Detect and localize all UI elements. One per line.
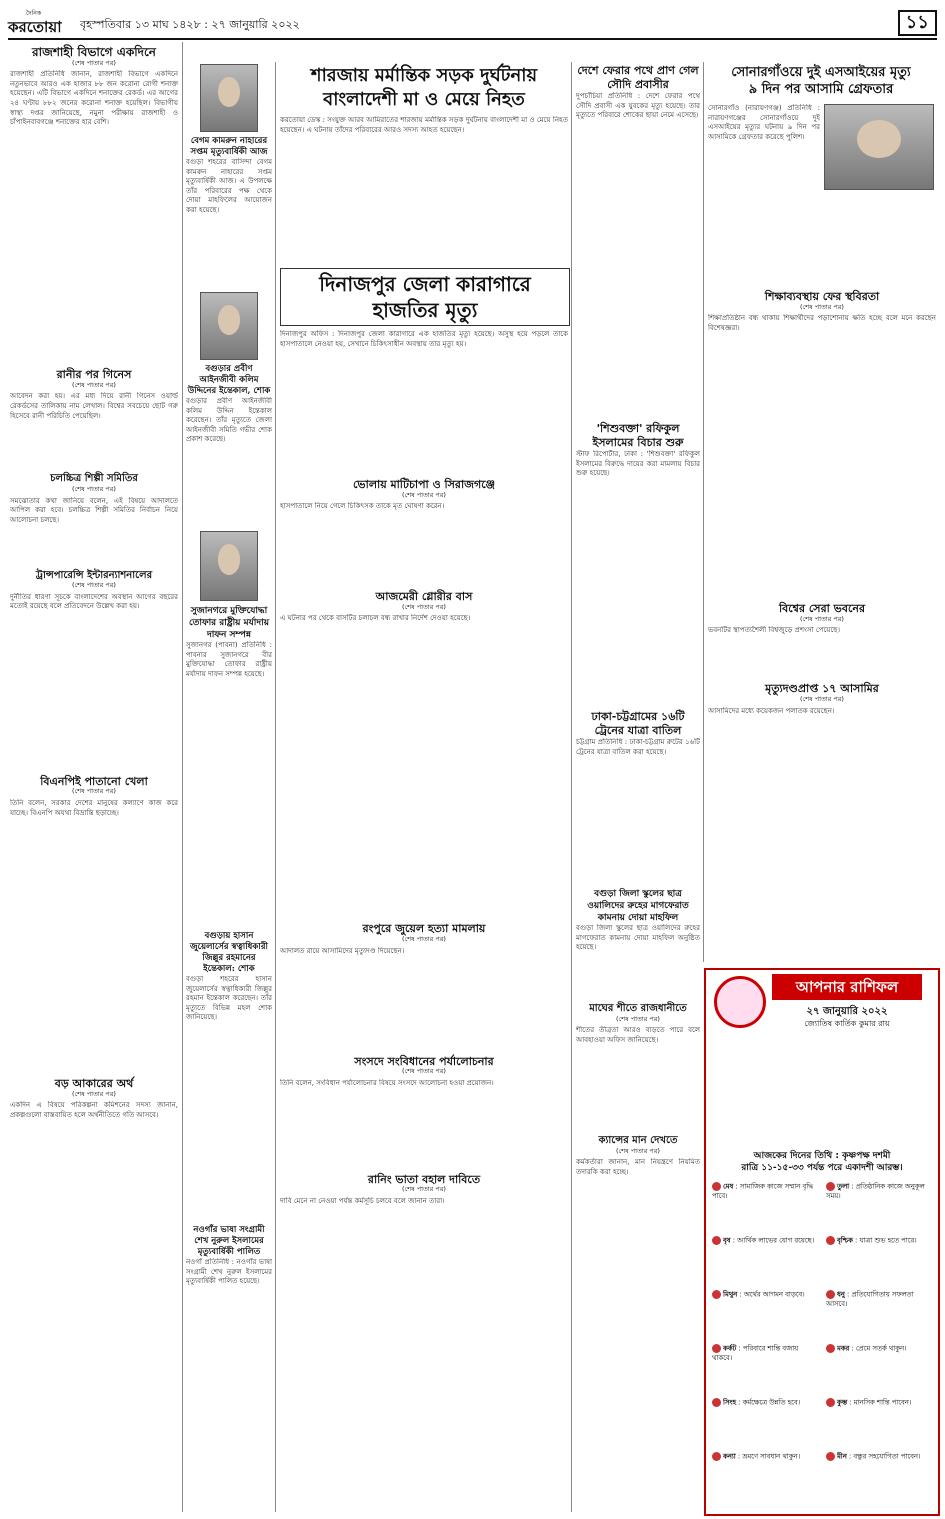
article-body: করতোয়া ডেস্ক : সংযুক্ত আরব আমিরাতের শারজায় মর্মান্তিক সড়ক দুর্ঘটনায় বাংলাদেশী মা ও মেয়ে নিহত হয়েছেন। এ ঘটনায় তাঁদের পরিবারের আরও সদস্য আহত হয়েছেন।: [280, 116, 568, 134]
headline: দেশে ফেরার পথে প্রাণ গেল সৌদি প্রবাসীর: [577, 64, 699, 91]
zodiac-sign-text: আর্থিক লাভের যোগ রয়েছে।: [737, 1236, 815, 1245]
zodiac-sign-item: বৃশ্চিক : যাত্রা শুভ হতে পারে।: [826, 1236, 934, 1246]
headline: সংসদে সংবিধানের পর্যালোচনার: [354, 1054, 494, 1068]
article-body: তিনি বলেন, সরকার দেশের মানুষের কল্যাণে কাজ করে যাচ্ছে। বিএনপি অযথা বিভ্রান্তি ছড়াচ্ছে।: [10, 798, 178, 817]
zodiac-sign-item: কুম্ভ : মানসিক শান্তি পাবেন।: [826, 1398, 934, 1408]
lead-headline-line-2: বাংলাদেশী মা ও মেয়ে নিহত: [323, 89, 525, 110]
zodiac-sign-item: কন্যা : ভ্রমণে সাবধান থাকুন।: [712, 1452, 820, 1462]
zodiac-sign-item: মিথুন : অর্থের আগমন বাড়বে।: [712, 1290, 820, 1300]
article-body: কর্মকর্তারা জানান, মান নিয়ন্ত্রণে নিয়মিত তদারকি করা হচ্ছে।: [576, 1158, 700, 1176]
article-body: আবেদন করা হয়। এর মধ্য দিয়ে রানী গিনেস ওয়ার্ল্ড রেকর্ডসের তালিকায় নাম লেখাল। বিশ্বের সবচেয়ে ছোট গরু হিসেবে রানী পরিচিতি পেয়েছিল।: [10, 392, 178, 420]
horoscope-title: আপনার রাশিফল: [772, 974, 922, 1000]
zodiac-sign-name: কন্যা: [723, 1452, 736, 1461]
center-column: [280, 330, 568, 1487]
portrait-photo: [200, 531, 258, 601]
zodiac-sign-text: ভ্রমণে সাবধান থাকুন।: [742, 1452, 801, 1461]
headline: বগুড়া জিলা স্কুলের ছাত্র ওয়ালিদের রুহের মাগফেরাত কামনায় দোয়া মাহফিল: [587, 889, 689, 923]
zodiac-sign-name: মিথুন: [723, 1290, 738, 1299]
article-body: সমঝোতার কথা জানিয়ে বলেন, এই বিষয়ে আদালতে আপিল করা হবে। চলচ্চিত্র শিল্পী সমিতির নির্বাচন নিয়ে আলোচনা চলছে।: [10, 496, 178, 524]
zodiac-sign-name: কর্কট: [723, 1344, 737, 1353]
lead-headline: [280, 64, 568, 112]
suspect-photo: [824, 104, 934, 190]
lead-headline-line-1: শারজায় মর্মান্তিক সড়ক দুর্ঘটনায়: [310, 65, 538, 86]
continued-note: (শেষ পাতার পর): [72, 1089, 116, 1098]
headline: বিশ্বের সেরা ভবনের: [778, 602, 865, 616]
article-body: বগুড়া জিলা স্কুলের ছাত্র ওয়ালিদের রুহের মাগফেরাত কামনায় দোয়া মাহফিল অনুষ্ঠিত হয়েছে।: [576, 924, 700, 952]
boxed-headline-line-2: হাজতির মৃত্যু: [372, 298, 478, 322]
continued-note: (শেষ পাতার পর): [402, 602, 446, 611]
column-rule: [182, 42, 183, 1512]
zodiac-sign-item: তুলা : প্রতিষ্ঠানিক কাজে অনুকূল সময়।: [826, 1182, 925, 1200]
continued-note: (শেষ পাতার পর): [402, 490, 446, 499]
portrait-photo: [200, 292, 258, 360]
headline: ভোলায় মাটিচাপা ও সিরাজগঞ্জে: [352, 478, 496, 491]
zodiac-symbol-icon: [712, 1452, 721, 1461]
zodiac-wheel-icon: [714, 976, 766, 1028]
headline-line-2: ৯ দিন পর আসামি গ্রেফতার: [748, 82, 894, 97]
article-body: দিনাজপুর অফিস : দিনাজপুর জেলা কারাগারে এক হাজতির মৃত্যু হয়েছে। অসুস্থ হয়ে পড়লে তাকে হাসপাতালে নেওয়া হয়, সেখানে চিকিৎসাধীন অবস্থায় তার মৃত্যু হয়।: [280, 330, 568, 348]
headline: আজমেরী গ্লোরীর বাস: [375, 590, 473, 604]
horoscope-intro: [712, 1036, 932, 1146]
headline: [706, 64, 936, 98]
article-body: দুপচাঁচিয়া প্রতিনিধি : দেশে ফেরার পথে সৌদি প্রবাসী এক যুবকের মৃত্যু হয়েছে। তার মৃত্যুতে পরিবারে শোকের ছায়া নেমে এসেছে।: [576, 92, 700, 120]
column-4: [576, 64, 700, 1308]
article-body: স্টাফ রিপোর্টার, ঢাকা : 'শিশুবক্তা' রফিকুল ইসলামের বিরুদ্ধে দায়ের করা মামলায় বিচার শুরু হয়েছে।: [576, 450, 700, 478]
headline: বিএনপিই পাতানো খেলা: [40, 774, 148, 788]
headline: রংপুরে জুয়েল হত্যা মামলায়: [362, 922, 486, 936]
zodiac-sign-item: মেষ : সামাজিক কাজে সম্মান বৃদ্ধি পাবে।: [712, 1182, 814, 1200]
horoscope-box: [704, 968, 940, 1516]
headline: রাজশাহী বিভাগে একদিনে: [32, 45, 156, 59]
article-body: শীতের তীব্রতা আরও বাড়তে পারে বলে আবহাওয়া অফিস জানিয়েছে।: [576, 1026, 700, 1044]
article-body: তিনি বলেন, সংবিধান পর্যালোচনার বিষয়ে সংসদে আলোচনা হওয়া প্রয়োজন।: [280, 1078, 494, 1087]
zodiac-symbol-icon: [826, 1182, 835, 1191]
page-number: ১১: [898, 10, 937, 36]
headline: নওগাঁর ভাষা সংগ্রামী শেখ নুরুল ইসলামের মৃত্যুবার্ষিকী পালিত: [193, 1225, 265, 1257]
continued-note: (শেষ পাতার পর): [402, 1185, 446, 1194]
tithi-box: [712, 1150, 932, 1174]
continued-note: (শেষ পাতার পর): [800, 614, 844, 623]
article-body: বগুড়া শহরের বাসিন্দা বেগম কামরুন নাহারের সপ্তম মৃত্যুবার্ষিকী আজ। এ উপলক্ষে তাঁর পরিবারের পক্ষ থেকে দোয়া মাহফিলের আয়োজন করা হয়েছে।: [186, 158, 272, 214]
zodiac-sign-name: মীন: [837, 1452, 847, 1461]
zodiac-sign-text: মানসিক শান্তি পাবেন।: [853, 1398, 912, 1407]
tithi-line-2: রাত্রি ১১-১৫-৩৩ পর্যন্ত পরে একাদশী আরম্ভ।: [741, 1163, 903, 1173]
zodiac-sign-text: প্রতিযোগিতায় সফলতা আসবে।: [826, 1290, 914, 1308]
article-body: দাবি মেনে না নেওয়া পর্যন্ত কর্মসূচি চলবে বলে জানান তারা।: [280, 1196, 445, 1205]
headline: সুজানগরে মুক্তিযোদ্ধা তোফার রাষ্ট্রীয় মর্যাদায় দাফন সম্পন্ন: [188, 606, 270, 640]
continued-note: (শেষ পাতার পর): [72, 787, 116, 796]
article-body: শিক্ষাপ্রতিষ্ঠান বন্ধ থাকায় শিক্ষার্থীদের পড়াশোনায় ক্ষতি হচ্ছে বলে মনে করছেন বিশেষজ্ঞরা।: [708, 314, 936, 332]
column-rule: [571, 62, 572, 1512]
zodiac-sign-name: বৃষ: [723, 1236, 731, 1245]
zodiac-symbol-icon: [826, 1344, 835, 1353]
zodiac-sign-name: বৃশ্চিক: [837, 1236, 853, 1245]
headline: মাঘের শীতে রাজধানীতে: [589, 1003, 687, 1014]
logo-text: করতোয়া: [8, 18, 62, 36]
zodiac-sign-item: বৃষ : আর্থিক লাভের যোগ রয়েছে।: [712, 1236, 820, 1246]
headline: ক্যান্সের মান দেখতে: [598, 1135, 678, 1147]
article-body: চট্টগ্রাম প্রতিনিধি : ঢাকা-চট্টগ্রাম রুটের ১৬টি ট্রেনের যাত্রা বাতিল করা হয়েছে।: [576, 738, 700, 756]
zodiac-sign-name: মকর: [837, 1344, 850, 1353]
zodiac-sign-item: কর্কট : পরিবারে শান্তি বজায় থাকবে।: [712, 1344, 799, 1362]
article-body: আসামিদের মধ্যে কয়েকজন পলাতক রয়েছেন।: [708, 706, 835, 715]
article-body: এ ঘটনার পর থেকে বাসটির চলাচল বন্ধ রাখার নির্দেশ দেওয়া হয়েছে।: [280, 614, 471, 623]
column-5: [708, 292, 936, 927]
continued-note: (শেষ পাতার পর): [72, 581, 116, 590]
logo-small-text: দৈনিক: [26, 10, 42, 17]
zodiac-sign-name: ধনু: [837, 1290, 845, 1299]
tithi-line-1: আজকের দিনের তিথি : কৃষ্ণপক্ষ দশমী: [753, 1151, 891, 1161]
zodiac-sign-name: মেষ: [723, 1182, 734, 1191]
continued-note: (শেষ পাতার পর): [402, 934, 446, 943]
headline: বগুড়ায় হাসান জুয়েলার্সের স্বত্বাধিকারী জিল্লুর রহমানের ইন্তেকাল: শোক: [190, 931, 268, 974]
zodiac-sign-name: তুলা: [837, 1182, 850, 1191]
zodiac-symbol-icon: [712, 1398, 721, 1407]
article-body: আদালত রায়ে আসামিদের মৃত্যুদণ্ড দিয়েছেন।: [280, 946, 405, 955]
newspaper-logo: [8, 8, 66, 36]
column-rule: [703, 62, 704, 962]
continued-note: (শেষ পাতার পর): [800, 694, 844, 703]
zodiac-symbol-icon: [826, 1398, 835, 1407]
headline: বড় আকারের অর্থ: [54, 1076, 134, 1090]
masthead: [8, 8, 937, 40]
article-body: সুজানগর (পাবনা) প্রতিনিধি : পাবনার সুজানগরে বীর মুক্তিযোদ্ধা তোফার রাষ্ট্রীয় মর্যাদায় দাফন সম্পন্ন হয়েছে।: [186, 641, 272, 678]
headline: মৃত্যুদণ্ডপ্রাপ্ত ১৭ আসামির: [765, 682, 879, 696]
continued-note: (শেষ পাতার পর): [72, 58, 116, 67]
zodiac-sign-item: ধনু : প্রতিযোগিতায় সফলতা আসবে।: [826, 1290, 914, 1308]
headline: ট্রান্সপারেন্সি ইন্টারন্যাশনালের: [35, 569, 153, 581]
horoscope-author: জ্যোতিষ কার্তিক কুমার রায়: [804, 1019, 890, 1028]
zodiac-symbol-icon: [712, 1344, 721, 1353]
zodiac-sign-text: পরিবারে শান্তি বজায় থাকবে।: [712, 1344, 799, 1362]
portrait-photo: [200, 64, 258, 132]
zodiac-sign-item: সিংহ : কর্মক্ষেত্রে উন্নতি হবে।: [712, 1398, 820, 1408]
article-body: ভবনটির স্থাপত্যশৈলী বিশ্বজুড়ে প্রশংসা পেয়েছে।: [708, 626, 840, 635]
article-body: হাসপাতালে নিয়ে গেলে চিকিৎসক তাকে মৃত ঘোষণা করেন।: [280, 502, 445, 511]
zodiac-sign-text: সামাজিক কাজে সম্মান বৃদ্ধি পাবে।: [712, 1182, 814, 1200]
zodiac-sign-item: মকর : প্রেমে সতর্ক থাকুন।: [826, 1344, 934, 1354]
continued-note: (শেষ পাতার পর): [402, 1067, 446, 1076]
article-body: একদিন এ বিষয়ে পরিকল্পনা কমিশনের সদস্য জানান, প্রকল্পগুলো বাস্তবায়িত হলে অর্থনীতিতে গতি আসবে।: [10, 1101, 178, 1119]
headline: রানিং ভাতা বহাল দাবিতে: [367, 1172, 481, 1186]
horoscope-date: ২৭ জানুয়ারি ২০২২: [806, 1006, 888, 1017]
zodiac-symbol-icon: [826, 1290, 835, 1299]
boxed-headline-line-1: দিনাজপুর জেলা কারাগারে: [319, 272, 531, 296]
headline: চলচ্চিত্র শিল্পী সমিতির: [50, 473, 138, 485]
zodiac-sign-text: যাত্রা শুভ হতে পারে।: [859, 1236, 917, 1245]
headline: বেগম কামরুন নাহারের সপ্তম মৃত্যুবার্ষিকী আজ: [190, 136, 268, 157]
article-body: দুর্নীতির ধারণা সূচকে বাংলাদেশের অবস্থান আগের বছরের মতোই রয়েছে বলে প্রতিবেদনে উল্লেখ করা হয়।: [10, 592, 178, 611]
continued-note: (শেষ পাতার পর): [72, 484, 116, 493]
column-1: [10, 42, 178, 1451]
zodiac-sign-text: বন্ধুর সহযোগিতা পাবেন।: [853, 1452, 921, 1461]
zodiac-symbol-icon: [826, 1236, 835, 1245]
continued-note: (শেষ পাতার পর): [616, 1146, 660, 1155]
boxed-headline: [280, 268, 570, 326]
article-body: বগুড়ার প্রবীণ আইনজীবী কলিম উদ্দিন ইন্তেকাল করেছেন। তাঁর মৃত্যুতে জেলা আইনজীবী সমিতি গভীর শোক প্রকাশ করেছে।: [186, 397, 272, 444]
zodiac-sign-item: মীন : বন্ধুর সহযোগিতা পাবেন।: [826, 1452, 934, 1462]
article-body: বগুড়া শহরের হাসান জুয়েলার্সের স্বত্বাধিকারী জিল্লুর রহমান ইন্তেকাল করেছেন। তাঁর মৃত্যুতে বিভিন্ন মহল শোক জানিয়েছে।: [186, 975, 272, 1022]
zodiac-sign-name: কুম্ভ: [837, 1398, 848, 1407]
zodiac-symbol-icon: [712, 1236, 721, 1245]
column-rule: [275, 62, 276, 1512]
article-body: রাজশাহী প্রতিনিধি জানান, রাজশাহী বিভাগে একদিনে নতুনভাবে আরও এক হাজার ৮৮ জন করোনা রোগী শনাক্ত হয়েছেন। এটি বিভাগে একদিনে শনাক্তের রেকর্ড। এর আগের ২৪ ঘণ্টায় ৮৮২ জনের করোনা শনাক্ত হয়েছিল। বিভাগীয় স্বাস্থ্য দপ্তর জানিয়েছে, নমুনা পরীক্ষায় রাজশাহী ও চাঁপাইনবাবগঞ্জে শনাক্তের হার বেশি।: [10, 70, 178, 127]
column-2: [186, 62, 272, 1428]
continued-note: (শেষ পাতার পর): [616, 1014, 660, 1023]
zodiac-sign-text: কর্মক্ষেত্রে উন্নতি হবে।: [742, 1398, 801, 1407]
zodiac-sign-text: অর্থের আগমন বাড়বে।: [743, 1290, 805, 1299]
dateline: বৃহস্পতিবার ১৩ মাঘ ১৪২৮ : ২৭ জানুয়ারি ২০২২: [80, 18, 300, 31]
zodiac-symbol-icon: [826, 1452, 835, 1461]
headline-line-1: সোনারগাঁওয়ে দুই এসআইয়ের মৃত্যু: [731, 65, 911, 80]
headline: ঢাকা-চট্টগ্রামের ১৬টি ট্রেনের যাত্রা বাতিল: [591, 710, 685, 737]
continued-note: (শেষ পাতার পর): [800, 302, 844, 311]
zodiac-symbol-icon: [712, 1290, 721, 1299]
headline: রানীর পর গিনেস: [56, 368, 132, 382]
zodiac-symbol-icon: [712, 1182, 721, 1191]
article-body: নওগাঁ প্রতিনিধি : নওগাঁর ভাষা সংগ্রামী শেখ নুরুল ইসলামের মৃত্যুবার্ষিকী পালিত হয়েছে।: [186, 1258, 272, 1286]
zodiac-sign-text: প্রতিষ্ঠানিক কাজে অনুকূল সময়।: [826, 1182, 925, 1200]
article-body: সোনারগাঁও (নারায়ণগঞ্জ) প্রতিনিধি : নারায়ণগঞ্জের সোনারগাঁওয়ে দুই এসআইয়ের মৃত্যুর ঘটনায় ৯ দিন পর আসামিকে গ্রেফতার করেছে পুলিশ।: [708, 104, 820, 141]
continued-note: (শেষ পাতার পর): [72, 380, 116, 389]
headline: বগুড়ার প্রবীণ আইনজীবী কলিম উদ্দিনের ইন্তেকাল, শোক: [187, 364, 271, 396]
zodiac-sign-name: সিংহ: [723, 1398, 736, 1407]
zodiac-sign-text: প্রেমে সতর্ক থাকুন।: [855, 1344, 907, 1353]
headline: শিক্ষাব্যবস্থায় ফের স্থবিরতা: [764, 290, 880, 303]
headline: 'শিশুবক্তা' রফিকুল ইসলামের বিচার শুরু: [592, 422, 684, 449]
